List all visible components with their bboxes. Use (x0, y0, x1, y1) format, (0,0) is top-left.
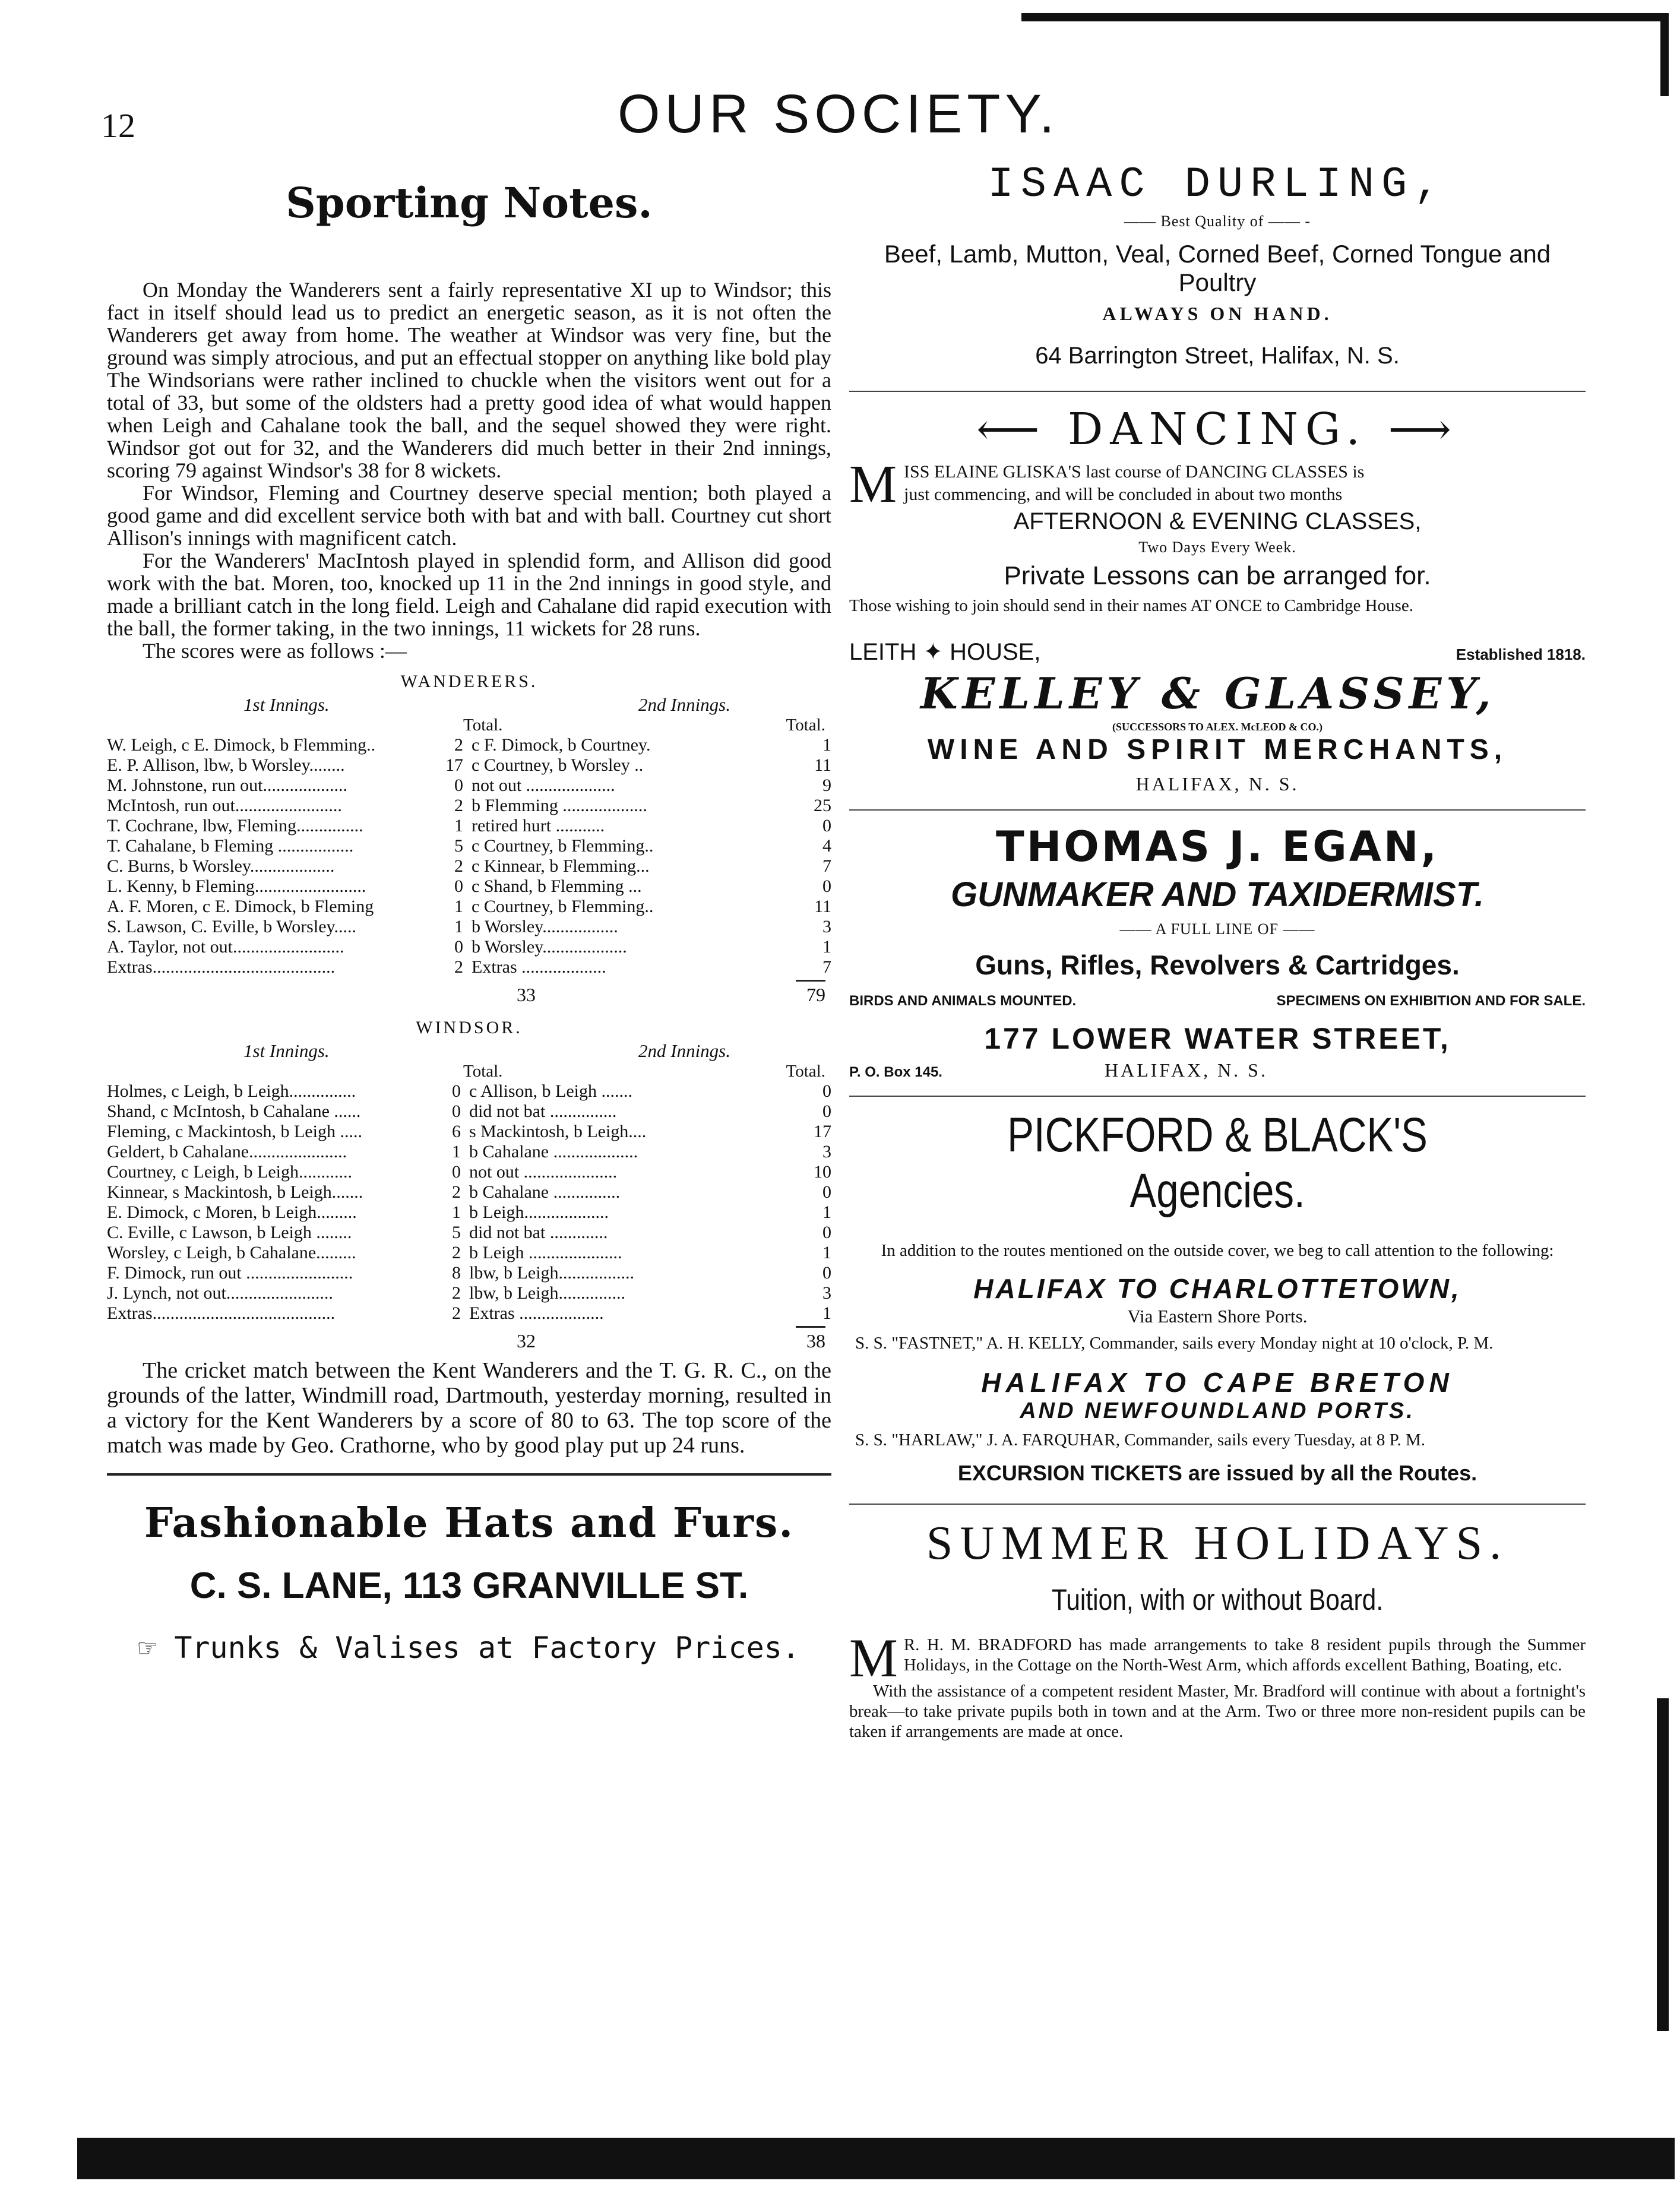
batsman-second-innings: c Courtney, b Flemming.. (472, 897, 654, 916)
scorecard-row (107, 1283, 831, 1303)
kelley-name: KELLEY & GLASSEY, (920, 668, 1496, 719)
batsman-first-innings: C. Eville, c Lawson, b Leigh ........ (107, 1223, 352, 1242)
egan-birds: BIRDS AND ANIMALS MOUNTED. (849, 993, 1077, 1009)
scorecard-row (107, 796, 831, 816)
score-first-innings: 2 (452, 1243, 461, 1262)
batsman-second-innings: Extras ................... (472, 957, 606, 977)
score-second-innings: 0 (822, 1081, 831, 1101)
batsman-first-innings: Extras......................................... (107, 957, 336, 977)
pickford-excursion: EXCURSION TICKETS are issued by all the Routes. (957, 1461, 1477, 1485)
egan-goods: Guns, Rifles, Revolvers & Cartridges. (975, 950, 1460, 980)
page-edge-bar (1657, 1698, 1669, 2031)
score-first-innings: 1 (452, 1202, 461, 1222)
scorecard-row (107, 1263, 831, 1283)
dancing-private: Private Lessons can be arranged for. (1004, 561, 1431, 590)
wanderers-scorecard (107, 735, 831, 977)
scorecard-row (107, 1102, 831, 1122)
batsman-first-innings: J. Lynch, not out........................ (107, 1283, 333, 1303)
page-number: 12 (101, 106, 135, 145)
lane-name: C. S. LANE, 113 GRANVILLE ST. (189, 1565, 749, 1606)
drop-cap: M (849, 455, 897, 514)
batsman-first-innings: L. Kenny, b Fleming......................... (107, 876, 366, 896)
score-second-innings: 3 (822, 1142, 831, 1161)
score-second-innings: 1 (822, 1202, 831, 1222)
holidays-tuition: Tuition, with or without Board. (1051, 1583, 1384, 1616)
egan-city: HALIFAX, N. S. (1105, 1059, 1268, 1081)
windsor-total-1: 32 (517, 1330, 536, 1352)
score-first-innings: 2 (452, 1283, 461, 1303)
scorecard-row (107, 1142, 831, 1162)
batsman-first-innings: Holmes, c Leigh, b Leigh............... (107, 1081, 356, 1101)
batsman-second-innings: b Cahalane ................... (469, 1142, 638, 1161)
lane-tagline-row (107, 1631, 831, 1665)
scorecard-row (107, 1303, 831, 1324)
holidays-para-2: With the assistance of a competent resident Master, Mr. Bradford will continue with about a fortnight's break—to take private pupils both in town and at the Arm. Two or three more non-resident pupils can be taken if arrangements are made at once. (849, 1682, 1586, 1741)
scorecard-row (107, 836, 831, 856)
score-second-innings: 7 (822, 856, 831, 876)
lane-tagline: Trunks & Valises at Factory Prices. (174, 1631, 800, 1665)
egan-specimens: SPECIMENS ON EXHIBITION AND FOR SALE. (1276, 993, 1586, 1009)
scorecard-row (107, 1081, 831, 1102)
pickford-route-1-ship: S. S. "FASTNET," A. H. KELLY, Commander, sails every Monday night at 10 o'clock, P. M. (855, 1334, 1494, 1353)
pickford-route-1-via: Via Eastern Shore Ports. (1127, 1306, 1308, 1327)
score-first-innings: 2 (454, 735, 463, 755)
sporting-para-1: On Monday the Wanderers sent a fairly representative XI up to Windsor; this fact in itself should lead us to predict an energetic season, as it is not often the Wanderers get away from home. The weather at Windsor was very fine, but the ground was simply atrocious, and put an effectual stopper on anything like bold play The Windsorians were rather inclined to chuckle when the visitors went out for a total of 33, but some of the oldsters had a pretty good idea of what would happen when Leigh and Cahalane took the ball, and the sequel showed they were right. Windsor got out for 32, and the Wanderers did much better in their 2nd innings, scoring 79 against Windsor's 38 for 8 wickets. (107, 278, 831, 482)
divider (849, 1504, 1586, 1505)
batsman-second-innings: c Shand, b Flemming ... (472, 876, 642, 896)
dancing-row (849, 404, 1586, 455)
divider (849, 1096, 1586, 1097)
score-first-innings: 2 (452, 1303, 461, 1323)
batsman-first-innings: Worsley, c Leigh, b Cahalane......... (107, 1243, 356, 1262)
divider (849, 809, 1586, 811)
batsman-first-innings: A. Taylor, not out......................... (107, 937, 344, 957)
right-column (849, 160, 1586, 1742)
pickford-route-2b: AND NEWFOUNDLAND PORTS. (1020, 1398, 1415, 1423)
pickford-intro: In addition to the routes mentioned on the outside cover, we beg to call attention to the following: (881, 1241, 1554, 1260)
score-first-innings: 1 (454, 816, 463, 835)
batsman-second-innings: b Cahalane ............... (469, 1182, 621, 1202)
score-second-innings: 1 (822, 1243, 831, 1262)
batsman-second-innings: retired hurt ........... (472, 816, 605, 835)
batsman-second-innings: did not bat ............... (469, 1102, 617, 1121)
leith-house: LEITH ✦ HOUSE, (849, 639, 1041, 665)
score-second-innings: 0 (822, 876, 831, 896)
kelley-city: HALIFAX, N. S. (1135, 773, 1299, 795)
page-border-right (1660, 13, 1669, 96)
egan-name: THOMAS J. EGAN, (995, 822, 1439, 871)
scores-intro: The scores were as follows :— (143, 639, 407, 663)
batsman-second-innings: c Courtney, b Worsley .. (472, 755, 644, 775)
score-first-innings: 8 (452, 1263, 461, 1283)
batsman-first-innings: Shand, c McIntosh, b Cahalane ...... (107, 1102, 361, 1121)
batsman-second-innings: b Leigh................... (469, 1202, 609, 1222)
score-first-innings: 2 (452, 1182, 461, 1202)
score-first-innings: 6 (452, 1122, 461, 1141)
holidays-para-1: M R. H. M. BRADFORD has made arrangements to take 8 resident pupils through the Summer Holidays, in the Cottage on the North-West Arm, which affords excellent Bathing, Boating, etc. (849, 1628, 1586, 1688)
left-column (107, 160, 831, 1665)
windsor-total-2: 38 (806, 1330, 825, 1352)
score-second-innings: 0 (822, 1223, 831, 1242)
sporting-para-2: For Windsor, Fleming and Courtney deserve special mention; both played a good game and did excellent service both with bat and with ball. Courtney cut short Allison's innings with magnificent catch. (107, 481, 831, 550)
divider (107, 1473, 831, 1476)
score-second-innings: 9 (822, 776, 831, 795)
drop-cap: M (849, 1628, 898, 1688)
kelley-trade: WINE AND SPIRIT MERCHANTS, (927, 734, 1508, 765)
batsman-first-innings: W. Leigh, c E. Dimock, b Flemming.. (107, 735, 376, 755)
wanderers-totals (107, 982, 831, 1008)
total-header: Total. Total. (463, 1062, 825, 1081)
score-first-innings: 1 (452, 1142, 461, 1161)
dancing-days: Two Days Every Week. (1138, 539, 1296, 556)
scorecard-row (107, 937, 831, 957)
score-second-innings: 10 (814, 1162, 831, 1182)
page-border-top (1021, 13, 1669, 21)
innings-header: 1st Innings. 2nd Innings. (243, 1040, 730, 1061)
pickford-route-2: HALIFAX TO CAPE BRETON (981, 1367, 1454, 1398)
egan-trade: GUNMAKER AND TAXIDERMIST. (951, 875, 1484, 914)
score-first-innings: 2 (454, 957, 463, 977)
egan-mounted-row (849, 993, 1586, 1009)
holidays-title: SUMMER HOLIDAYS. (926, 1517, 1509, 1569)
score-second-innings: 0 (822, 1263, 831, 1283)
egan-box: P. O. Box 145. (849, 1064, 942, 1080)
dancing-title: DANCING. (1067, 404, 1368, 455)
batsman-second-innings: b Worsley................. (472, 917, 618, 936)
batsman-second-innings: Extras ................... (469, 1303, 604, 1323)
dancing-classes: AFTERNOON & EVENING CLASSES, (1013, 508, 1422, 534)
score-second-innings: 25 (814, 796, 831, 815)
score-first-innings: 2 (454, 856, 463, 876)
total-header: Total. Total. (463, 716, 825, 735)
sporting-para-3: For the Wanderers' MacIntosh played in splendid form, and Allison did good work with the bat. Moren, too, knocked up 11 in the 2nd innings in good style, and made a brilliant catch in the long field. Leigh and Cahalane did rapid execution with the ball, the former taking, in the two innings, 11 wickets for 28 runs. (107, 549, 831, 640)
team-name-windsor: WINDSOR. (416, 1018, 523, 1037)
scorecard-row (107, 1202, 831, 1223)
batsman-second-innings: not out .................... (472, 776, 615, 795)
score-first-innings: 0 (454, 776, 463, 795)
batsman-first-innings: T. Cahalane, b Fleming ................. (107, 836, 354, 856)
scorecard-row (107, 917, 831, 937)
arrow-right-icon: ⟶ (1388, 404, 1458, 455)
batsman-first-innings: E. P. Allison, lbw, b Worsley........ (107, 755, 345, 775)
score-second-innings: 4 (822, 836, 831, 856)
score-second-innings: 1 (822, 937, 831, 957)
batsman-first-innings: Fleming, c Mackintosh, b Leigh ..... (107, 1122, 362, 1141)
score-first-innings: 5 (452, 1223, 461, 1242)
egan-box-row (849, 1059, 1586, 1081)
durling-address: 64 Barrington Street, Halifax, N. S. (1035, 343, 1400, 369)
batsman-second-innings: b Worsley................... (472, 937, 627, 957)
score-second-innings: 3 (822, 917, 831, 936)
scorecard-row (107, 876, 831, 897)
egan-street: 177 LOWER WATER STREET, (984, 1022, 1451, 1055)
score-first-innings: 0 (452, 1081, 461, 1101)
batsman-second-innings: c Kinnear, b Flemming... (472, 856, 650, 876)
score-first-innings: 0 (452, 1102, 461, 1121)
score-first-innings: 0 (452, 1162, 461, 1182)
score-second-innings: 11 (814, 897, 831, 916)
batsman-second-innings: lbw, b Leigh............... (469, 1283, 626, 1303)
batsman-first-innings: McIntosh, run out........................ (107, 796, 342, 815)
batsman-first-innings: Geldert, b Cahalane...................... (107, 1142, 347, 1161)
pickford-route-1: HALIFAX TO CHARLOTTETOWN, (973, 1273, 1461, 1304)
score-second-innings: 0 (822, 1102, 831, 1121)
scorecard-row (107, 776, 831, 796)
page-bottom-bar (77, 2138, 1675, 2179)
scorecard-row (107, 1162, 831, 1182)
arrow-left-icon: ⟵ (976, 404, 1047, 455)
kelley-successors: (SUCCESSORS TO ALEX. McLEOD & CO.) (1112, 721, 1323, 733)
durling-name: ISAAC DURLING, (988, 160, 1447, 209)
pickford-title: PICKFORD & BLACK'S Agencies. (1007, 1108, 1428, 1218)
batsman-first-innings: M. Johnstone, run out................... (107, 776, 347, 795)
scorecard-row (107, 957, 831, 977)
scorecard-row (107, 735, 831, 755)
scorecard-row (107, 1122, 831, 1142)
batsman-second-innings: c Allison, b Leigh ....... (469, 1081, 632, 1101)
batsman-first-innings: Kinnear, s Mackintosh, b Leigh....... (107, 1182, 363, 1202)
score-second-innings: 0 (822, 1182, 831, 1202)
wanderers-total-2: 79 (806, 984, 825, 1005)
scorecard-row (107, 1182, 831, 1202)
lane-headline: Fashionable Hats and Furs. (144, 1499, 795, 1547)
batsman-first-innings: F. Dimock, run out ........................ (107, 1263, 353, 1283)
pointing-hand-icon: ☞ (138, 1631, 157, 1665)
team-name-wanderers: WANDERERS. (400, 672, 538, 691)
running-title: OUR SOCIETY. (618, 84, 1059, 144)
score-second-innings: 0 (822, 816, 831, 835)
batsman-first-innings: A. F. Moren, c E. Dimock, b Fleming (107, 897, 374, 916)
batsman-second-innings: c Courtney, b Flemming.. (472, 836, 654, 856)
batsman-first-innings: S. Lawson, C. Eville, b Worsley..... (107, 917, 357, 936)
score-second-innings: 3 (822, 1283, 831, 1303)
scorecard-row (107, 755, 831, 776)
score-second-innings: 1 (822, 735, 831, 755)
batsman-second-innings: lbw, b Leigh................. (469, 1263, 635, 1283)
dancing-notice: M ISS ELAINE GLISKA'S last course of DANCING CLASSES is just commencing, and will be concluded in about two months (849, 455, 1365, 514)
scorecard-row (107, 856, 831, 876)
durling-goods: Beef, Lamb, Mutton, Veal, Corned Beef, Corned Tongue and Poultry (884, 240, 1551, 296)
pickford-route-2-ship: S. S. "HARLAW," J. A. FARQUHAR, Commander, sails every Tuesday, at 8 P. M. (855, 1430, 1426, 1449)
batsman-first-innings: Courtney, c Leigh, b Leigh............ (107, 1162, 352, 1182)
established: Established 1818. (1456, 645, 1586, 663)
batsman-first-innings: E. Dimock, c Moren, b Leigh......... (107, 1202, 357, 1222)
batsman-first-innings: Extras......................................... (107, 1303, 336, 1323)
scorecard-row (107, 897, 831, 917)
cricket-note: The cricket match between the Kent Wanderers and the T. G. R. C., on the grounds of the latter, Windmill road, Dartmouth, yesterday morning, resulted in a victory for the Kent Wanderers by a score of 80 to 63. The top score of the match was made by Geo. Crathorne, who by good play put up 24 runs. (107, 1358, 831, 1458)
batsman-second-innings: s Mackintosh, b Leigh.... (469, 1122, 647, 1141)
durling-sub: —— Best Quality of —— - (1124, 213, 1311, 230)
scorecard-row (107, 1243, 831, 1263)
score-second-innings: 11 (814, 755, 831, 775)
windsor-scorecard (107, 1081, 831, 1324)
windsor-totals (107, 1328, 831, 1354)
batsman-second-innings: not out ..................... (469, 1162, 618, 1182)
score-first-innings: 1 (454, 917, 463, 936)
score-first-innings: 17 (445, 755, 463, 775)
batsman-second-innings: b Flemming ................... (472, 796, 647, 815)
sporting-notes-title: Sporting Notes. (286, 178, 653, 227)
score-second-innings: 1 (822, 1303, 831, 1323)
score-second-innings: 17 (814, 1122, 831, 1141)
wanderers-total-1: 33 (517, 984, 536, 1005)
dancing-note: Those wishing to join should send in their names AT ONCE to Cambridge House. (849, 596, 1413, 615)
batsman-second-innings: did not bat ............. (469, 1223, 608, 1242)
score-first-innings: 2 (454, 796, 463, 815)
durling-always: ALWAYS ON HAND. (1102, 303, 1333, 324)
score-second-innings: 7 (822, 957, 831, 977)
score-first-innings: 5 (454, 836, 463, 856)
batsman-second-innings: c F. Dimock, b Courtney. (472, 735, 651, 755)
divider (849, 391, 1586, 392)
batsman-first-innings: C. Burns, b Worsley................... (107, 856, 335, 876)
score-first-innings: 0 (454, 937, 463, 957)
batsman-first-innings: T. Cochrane, lbw, Fleming............... (107, 816, 363, 835)
score-first-innings: 0 (454, 876, 463, 896)
innings-header: 1st Innings. 2nd Innings. (243, 694, 730, 715)
scorecard-row (107, 1223, 831, 1243)
score-first-innings: 1 (454, 897, 463, 916)
leith-row (849, 638, 1586, 666)
egan-line: —— A FULL LINE OF —— (1119, 920, 1315, 938)
scorecard-row (107, 816, 831, 836)
batsman-second-innings: b Leigh ..................... (469, 1243, 622, 1262)
